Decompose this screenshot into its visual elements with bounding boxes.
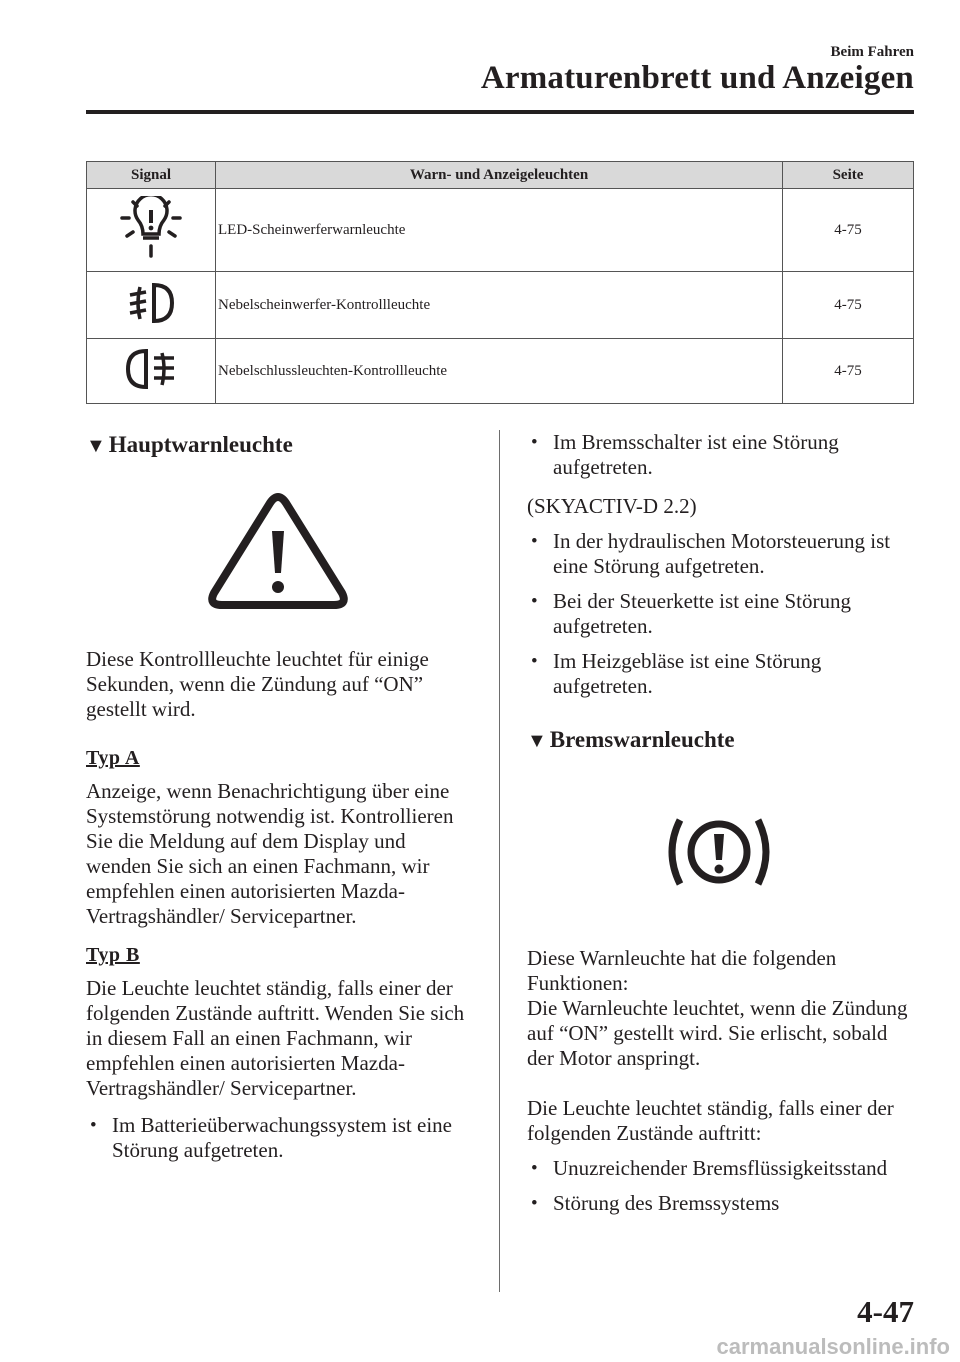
column-header: Signal bbox=[87, 162, 216, 189]
intro-text: Diese Kontrollleuchte leuchtet für einige Sekunden, wenn die Zündung auf “ON” gestellt wird. bbox=[86, 647, 429, 721]
column-header: Seite bbox=[783, 162, 914, 189]
header-rule bbox=[86, 110, 914, 114]
list-item: • Unuzreichender Bremsflüssigkeitsstand bbox=[527, 1156, 911, 1181]
signal-page: 4-75 bbox=[783, 272, 914, 339]
led-headlight-warning-icon bbox=[119, 196, 183, 260]
list-item: • Bei der Steuerkette ist eine Störung aufgetreten. bbox=[527, 589, 911, 639]
type-b-label: Typ B bbox=[86, 944, 140, 966]
right-column bbox=[527, 430, 911, 1216]
engine-variant-label: (SKYACTIV-D 2.2) bbox=[527, 494, 697, 518]
table-header-row bbox=[87, 162, 914, 189]
page-number: 4-47 bbox=[857, 1294, 914, 1329]
signal-cell bbox=[87, 339, 216, 404]
list-item: • In der hydraulischen Motorsteuerung ist eine Störung aufgetreten. bbox=[527, 529, 911, 579]
brake-warning-icon bbox=[664, 812, 774, 892]
column-divider bbox=[499, 430, 500, 1292]
signal-name: Nebelschlussleuchten-Kontrollleuchte bbox=[216, 339, 783, 404]
signal-cell bbox=[87, 189, 216, 272]
section-heading: ▼ Hauptwarnleuchte bbox=[86, 430, 470, 461]
signal-page: 4-75 bbox=[783, 189, 914, 272]
signal-name: Nebelscheinwerfer-Kontrollleuchte bbox=[216, 272, 783, 339]
table-row bbox=[87, 272, 914, 339]
brake-condition-intro: Die Leuchte leuchtet ständig, falls einer der folgenden Zustände auftritt: bbox=[527, 1096, 894, 1145]
table-row bbox=[87, 189, 914, 272]
watermark: carmanualsonline.info bbox=[716, 1334, 950, 1359]
left-column bbox=[86, 430, 470, 1163]
list-item: • Im Bremsschalter ist eine Störung aufgetreten. bbox=[527, 430, 911, 480]
rear-fog-light-icon bbox=[124, 347, 178, 391]
list-item: • Im Batterieüberwachungssystem ist eine Störung aufgetreten. bbox=[86, 1113, 470, 1163]
signal-page: 4-75 bbox=[783, 339, 914, 404]
type-a-label: Typ A bbox=[86, 747, 140, 769]
front-fog-light-icon bbox=[126, 281, 176, 325]
brake-ignition-text: Die Warnleuchte leuchtet, wenn die Zündung auf “ON” gestellt wird. Sie erlischt, sobald der Motor anspringt. bbox=[527, 996, 908, 1070]
triangle-marker-icon: ▼ bbox=[86, 435, 106, 457]
column-header: Warn- und Anzeigeleuchten bbox=[216, 162, 783, 189]
signal-cell bbox=[87, 272, 216, 339]
type-b-text: Die Leuchte leuchtet ständig, falls einer der folgenden Zustände auftritt. Wenden Sie sich in diesem Fall an einen Fachmann, wir empfehlen einen autorisierten Mazda-Vertragshändler/ Servicepartner. bbox=[86, 976, 465, 1100]
table-row bbox=[87, 339, 914, 404]
brake-warning-figure bbox=[527, 812, 911, 898]
master-warning-icon bbox=[208, 493, 348, 609]
brake-function-text: Diese Warnleuchte hat die folgenden Funktionen: bbox=[527, 946, 837, 995]
list-item: • Im Heizgebläse ist eine Störung aufgetreten. bbox=[527, 649, 911, 699]
triangle-marker-icon: ▼ bbox=[527, 730, 547, 752]
signal-name: LED-Scheinwerferwarnleuchte bbox=[216, 189, 783, 272]
list-item: • Störung des Bremssystems bbox=[527, 1191, 911, 1216]
page-title: Armaturenbrett und Anzeigen bbox=[480, 60, 914, 96]
section-heading: ▼ Bremswarnleuchte bbox=[527, 725, 911, 756]
signal-table bbox=[86, 161, 914, 404]
master-warning-figure bbox=[86, 493, 470, 615]
type-a-text: Anzeige, wenn Benachrichtigung über eine Systemstörung notwendig ist. Kontrollieren Sie die Meldung auf dem Display und wenden Sie sich an einen Fachmann, wir empfehlen einen autorisierten Mazda-Vertragshändler/ Servicepartner. bbox=[86, 779, 454, 928]
section-label: Beim Fahren bbox=[830, 44, 914, 60]
